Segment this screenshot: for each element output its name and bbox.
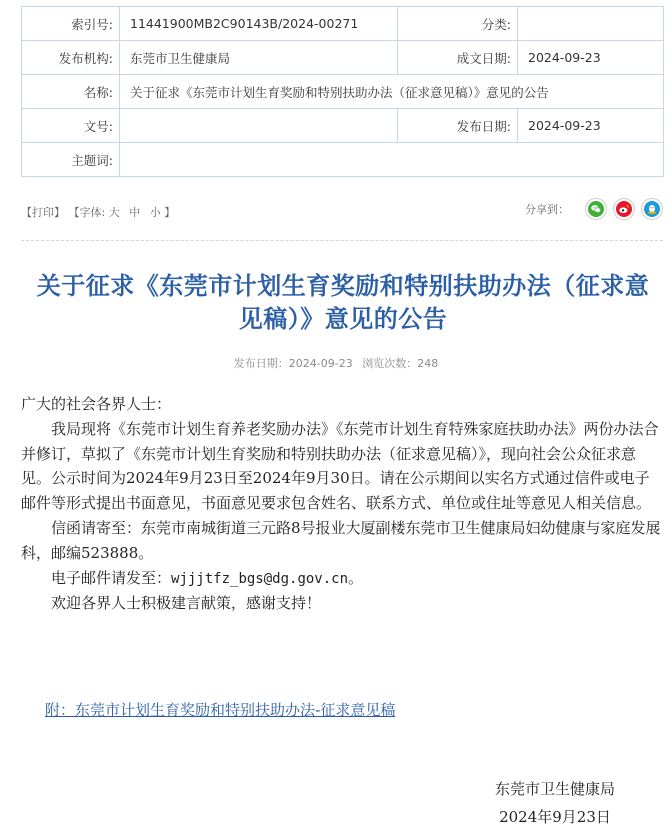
index-value: 11441900MB2C90143B/2024-00271 [120,7,398,41]
body-paragraph-4: 欢迎各界人士积极建言献策，感谢支持！ [51,594,322,613]
article-pub-info [0,355,672,371]
name-value: 关于征求《东莞市计划生育奖励和特别扶助办法（征求意见稿）》意见的公告 [120,75,664,109]
subject-label: 主题词: [22,143,120,177]
wechat-icon [588,201,604,217]
meta-row-subject [22,143,664,177]
email-address: wjjjtfz_bgs@dg.gov.cn [171,570,349,587]
toolbar-left [21,204,175,220]
greeting: 广大的社会各界人士： [21,395,172,413]
views-value: 248 [417,357,439,370]
font-size-prefix: 【字体: [68,206,109,219]
issuer-label: 发布机构: [22,41,120,75]
article-title-line-2: 见稿）》意见的公告 [238,305,448,333]
signer-name: 东莞市卫生健康局 [494,780,615,798]
category-value [518,7,664,41]
created-date-value: 2024-09-23 [518,41,664,75]
views-label: 浏览次数： [362,357,418,370]
article-toolbar [21,196,663,226]
email-paragraph [21,566,661,592]
share-qq-button[interactable] [641,198,663,220]
qq-icon [644,201,660,217]
share-label: 分享到： [525,203,569,216]
index-label: 索引号: [22,7,120,41]
share-bar [525,198,663,220]
email-suffix: 。 [348,568,364,587]
meta-row-docno [22,109,664,143]
attachment-link[interactable]: 附：东莞市计划生育奖励和特别扶助办法-征求意见稿 [45,701,396,719]
meta-row-index [22,7,664,41]
body-paragraph-2: 信函请寄至：东莞市南城街道三元路8号报业大厦副楼东莞市卫生健康局妇幼健康与家庭发展科，邮编523888。 [21,518,661,562]
meta-row-name [22,75,664,109]
font-size-suffix: 】 [164,206,176,219]
share-wechat-button[interactable] [585,198,607,220]
docno-label: 文号: [22,109,120,143]
font-small-button[interactable]: 小 [149,206,161,219]
article-title [14,270,672,336]
body-paragraph-1: 我局现将《东莞市计划生育养老奖励办法》《东莞市计划生育特殊家庭扶助办法》两份办法合并修订，草拟了《东莞市计划生育奖励和特别扶助办法（征求意见稿）》，现向社会公众征求意见。公示时间为2024年9月23日至2024年9月30日。请在公示期间以实名方式通过信件或电子邮件等形式提出书面意见，书面意见要求包含姓名、联系方式、单位或住址等意见人相关信息。 [21,419,659,513]
article-body [21,392,661,616]
email-prefix: 电子邮件请发至： [51,568,172,587]
print-button[interactable]: 【打印】 [21,206,65,219]
pub-date-label: 发布日期： [233,357,289,370]
font-medium-button[interactable]: 中 [129,206,141,219]
docno-value [120,109,398,143]
published-date-label: 发布日期: [398,109,518,143]
issuer-value: 东莞市卫生健康局 [120,41,398,75]
meta-row-issuer [22,41,664,75]
sign-date: 2024年9月23日 [499,808,611,826]
content-divider [21,240,663,241]
pub-date-value: 2024-09-23 [288,357,353,370]
signature-block [470,775,640,831]
subject-value [120,143,664,177]
article-title-line-1: 关于征求《东莞市计划生育奖励和特别扶助办法（征求意 [36,272,650,300]
share-weibo-button[interactable] [613,198,635,220]
published-date-value: 2024-09-23 [518,109,664,143]
weibo-icon [616,201,632,217]
category-label: 分类: [398,7,518,41]
created-date-label: 成文日期: [398,41,518,75]
document-meta-table [21,6,664,177]
name-label: 名称: [22,75,120,109]
font-large-button[interactable]: 大 [108,206,120,219]
